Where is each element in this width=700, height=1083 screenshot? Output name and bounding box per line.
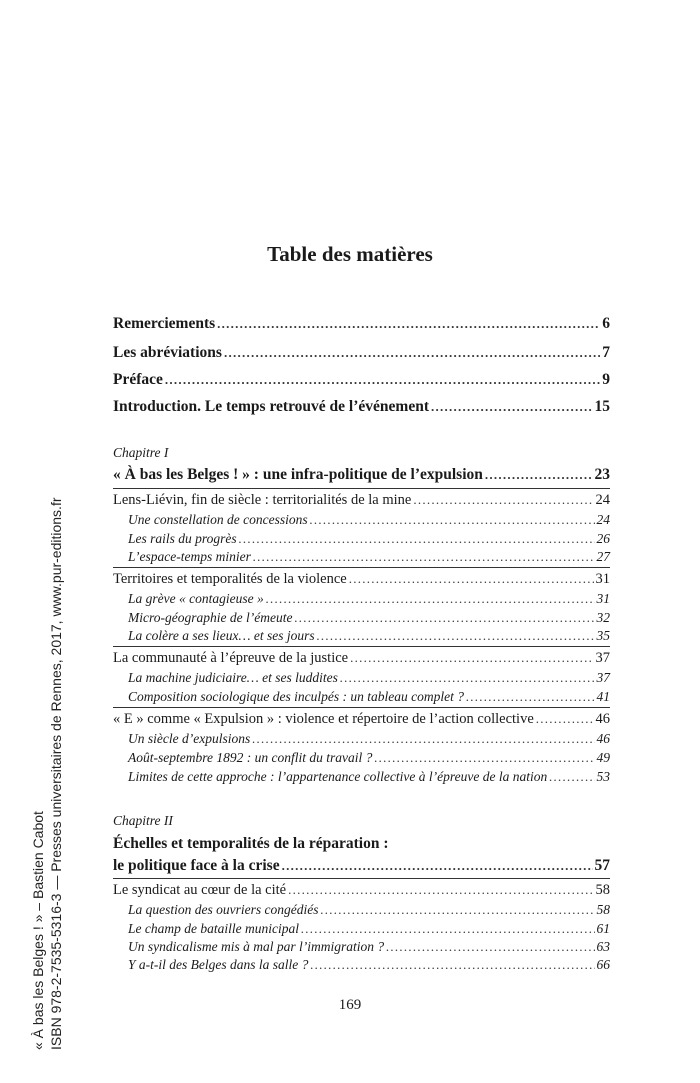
toc-entry-label: La machine judiciaire… et ses luddites bbox=[128, 670, 338, 685]
toc-entry-page: 57 bbox=[594, 857, 610, 874]
toc-entry-label: Un siècle d’expulsions bbox=[128, 731, 251, 746]
toc-entry-page: 6 bbox=[602, 315, 610, 332]
toc-entry-page: 31 bbox=[595, 571, 610, 587]
toc-entry-page: 46 bbox=[595, 711, 610, 727]
toc-subsection[interactable] bbox=[128, 687, 610, 707]
toc-section[interactable] bbox=[113, 648, 610, 668]
toc-entry-label: Composition sociologique des inculpés : un tableau complet ? bbox=[128, 689, 464, 704]
toc-entry-label: Territoires et temporalités de la violence bbox=[113, 571, 347, 587]
toc-chapter1-title[interactable] bbox=[113, 465, 610, 485]
toc-entry-page: 26 bbox=[596, 531, 610, 546]
toc-entry-abreviations[interactable] bbox=[113, 343, 610, 363]
toc-subsection[interactable] bbox=[128, 919, 610, 939]
toc-subsection[interactable] bbox=[128, 626, 610, 646]
toc-entry-page: 49 bbox=[596, 750, 610, 765]
toc-subsection[interactable] bbox=[128, 955, 610, 975]
toc-subsection[interactable] bbox=[128, 668, 610, 688]
section-divider bbox=[113, 567, 610, 568]
toc-entry-page: 35 bbox=[596, 628, 610, 643]
toc-entry-page: 41 bbox=[596, 689, 610, 704]
toc-subsection[interactable] bbox=[128, 729, 610, 749]
toc-entry-label: La grève « contagieuse » bbox=[128, 591, 264, 606]
toc-entry-page: 31 bbox=[596, 591, 610, 606]
toc-subsection[interactable] bbox=[128, 937, 610, 957]
chapter2-title-line1: Échelles et temporalités de la réparation : bbox=[113, 835, 389, 852]
toc-entry-preface[interactable] bbox=[113, 370, 610, 390]
toc-entry-label: le politique face à la crise bbox=[113, 857, 280, 874]
toc-entry-page: 27 bbox=[596, 549, 610, 564]
toc-subsection[interactable] bbox=[128, 748, 610, 768]
toc-entry-label: Limites de cette approche : l’appartenance collective à l’épreuve de la nation bbox=[128, 769, 548, 784]
toc-entry-label: « E » comme « Expulsion » : violence et répertoire de l’action collective bbox=[113, 711, 534, 727]
toc-section[interactable] bbox=[113, 880, 610, 900]
toc-entry-label: Remerciements bbox=[113, 315, 216, 332]
toc-entry-page: 37 bbox=[595, 650, 610, 666]
toc-entry-page: 63 bbox=[596, 939, 610, 954]
toc-entry-label: Les rails du progrès bbox=[128, 531, 237, 546]
toc-subsection[interactable] bbox=[128, 589, 610, 609]
toc-entry-page: 58 bbox=[596, 902, 610, 917]
section-divider bbox=[113, 707, 610, 708]
toc-entry-label: Micro-géographie de l’émeute bbox=[128, 610, 293, 625]
chapter2-label: Chapitre II bbox=[113, 813, 173, 828]
chapter1-label: Chapitre I bbox=[113, 445, 169, 460]
toc-entry-label: Un syndicalisme mis à mal par l’immigration ? bbox=[128, 939, 385, 954]
toc-entry-page: 9 bbox=[602, 371, 610, 388]
toc-section[interactable] bbox=[113, 490, 610, 510]
chapter2-divider bbox=[113, 878, 610, 879]
toc-entry-page: 46 bbox=[596, 731, 610, 746]
toc-entry-page: 15 bbox=[594, 398, 610, 415]
toc-entry-page: 24 bbox=[596, 512, 610, 527]
page-title: Table des matières bbox=[267, 242, 433, 266]
toc-entry-label: Les abréviations bbox=[113, 344, 222, 361]
toc-entry-label: La question des ouvriers congédiés bbox=[128, 902, 319, 917]
page-number: 169 bbox=[338, 997, 362, 1013]
toc-entry-label: La colère a ses lieux… et ses jours bbox=[128, 628, 315, 643]
toc-entry-introduction[interactable] bbox=[113, 397, 610, 417]
sidebar-imprint bbox=[0, 0, 62, 1083]
toc-entry-label: Introduction. Le temps retrouvé de l’événement bbox=[113, 398, 429, 415]
sidebar-isbn-publisher: ISBN 978-2-7535-5316-3 — Presses universitaires de Rennes, 2017, www.pur-editions.fr bbox=[48, 497, 64, 1050]
toc-entry-label: Le champ de bataille municipal bbox=[128, 921, 299, 936]
toc-entry-label: Une constellation de concessions bbox=[128, 512, 308, 527]
toc-section[interactable] bbox=[113, 569, 610, 589]
toc-entry-label: « À bas les Belges ! » : une infra-politique de l’expulsion bbox=[113, 466, 483, 483]
toc-entry-label: Le syndicat au cœur de la cité bbox=[113, 882, 287, 898]
toc-entry-page: 7 bbox=[602, 344, 610, 361]
toc-entry-page: 53 bbox=[596, 769, 610, 784]
toc-section[interactable] bbox=[113, 709, 610, 729]
toc-entry-label: La communauté à l’épreuve de la justice bbox=[113, 650, 349, 666]
toc-entry-label: Août-septembre 1892 : un conflit du travail ? bbox=[128, 750, 373, 765]
toc-subsection[interactable] bbox=[128, 767, 610, 787]
toc-subsection[interactable] bbox=[128, 529, 610, 549]
toc-entry-page: 66 bbox=[596, 957, 610, 972]
toc-chapter2-title[interactable] bbox=[113, 856, 610, 876]
chapter1-divider bbox=[113, 488, 610, 489]
toc-entry-remerciements[interactable] bbox=[113, 314, 610, 334]
toc-subsection[interactable] bbox=[128, 510, 610, 530]
toc-entry-page: 23 bbox=[594, 466, 610, 483]
toc-entry-page: 37 bbox=[596, 670, 610, 685]
toc-entry-label: Y a-t-il des Belges dans la salle ? bbox=[128, 957, 309, 972]
toc-entry-label: L’espace-temps minier bbox=[128, 549, 251, 564]
toc-entry-page: 61 bbox=[596, 921, 610, 936]
toc-subsection[interactable] bbox=[128, 608, 610, 628]
toc-entry-label: Préface bbox=[113, 371, 163, 388]
toc-entry-page: 24 bbox=[595, 492, 610, 508]
sidebar-book-title-author: « À bas les Belges ! » – Bastien Cabot bbox=[30, 811, 46, 1050]
toc-subsection[interactable] bbox=[128, 900, 610, 920]
toc-entry-page: 58 bbox=[595, 882, 610, 898]
toc-entry-label: Lens-Liévin, fin de siècle : territorialités de la mine bbox=[113, 492, 412, 508]
toc-entry-page: 32 bbox=[596, 610, 610, 625]
section-divider bbox=[113, 646, 610, 647]
toc-subsection[interactable] bbox=[128, 547, 610, 567]
